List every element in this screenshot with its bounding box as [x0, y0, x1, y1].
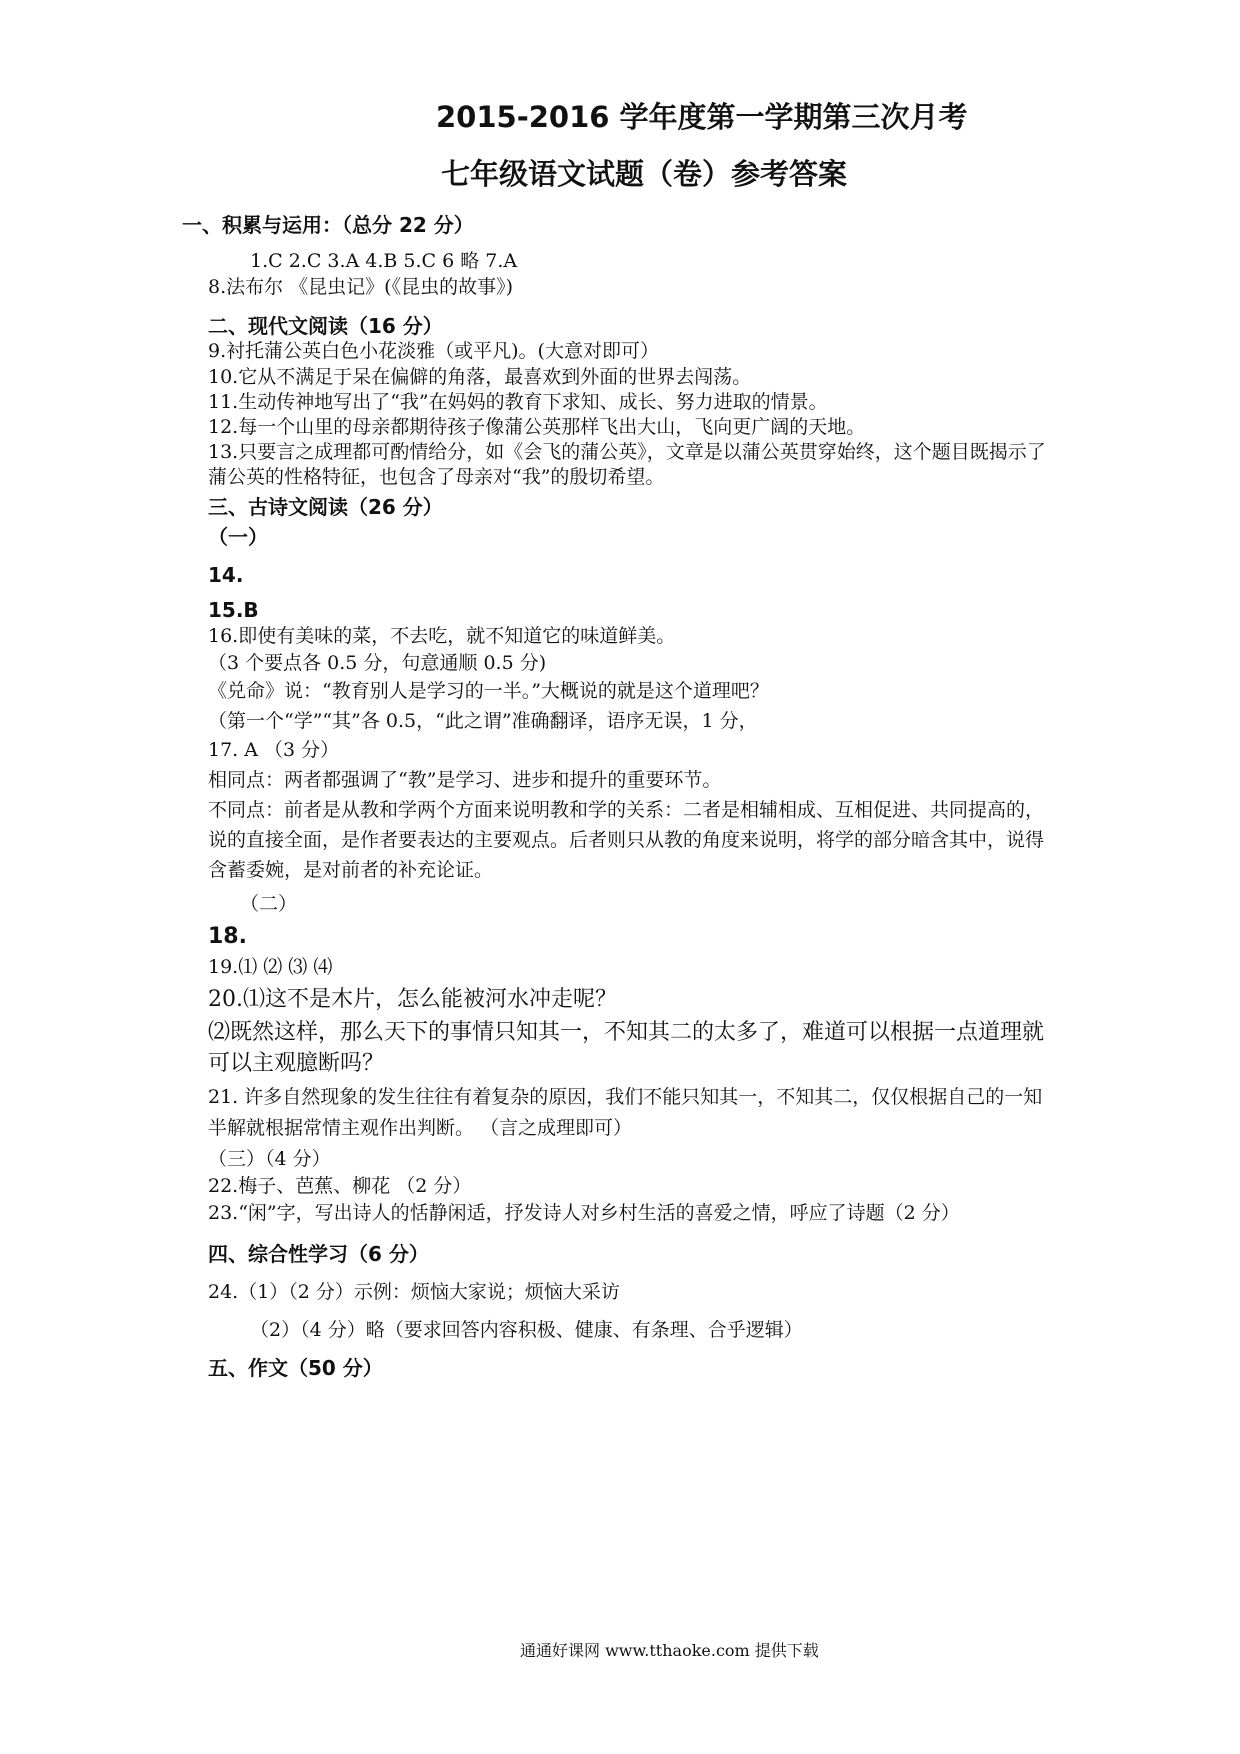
answer-24-line-1: 24.（1）（2 分）示例：烦恼大家说；烦恼大采访	[208, 1281, 620, 1303]
answer-13-line-1: 13.只要言之成理都可酌情给分，如《会飞的蒲公英》，文章是以蒲公英贯穿始终，这个题目既揭示了	[208, 441, 1046, 463]
answer-20-line-1: 20.⑴这不是木片，怎么能被河水冲走呢？	[208, 987, 617, 1012]
answer-18: 18.	[208, 924, 247, 949]
answer-21-line-2: 半解就根据常情主观作出判断。 （言之成理即可）	[208, 1117, 633, 1139]
section-1-heading: 一、积累与运用：（总分 22 分）	[182, 213, 474, 237]
section-4-heading: 四、综合性学习（6 分）	[208, 1242, 429, 1266]
title-line-2: 七年级语文试题（卷）参考答案	[441, 157, 848, 191]
answer-17: 17. A （3 分）	[208, 739, 340, 761]
footer-source: 通通好课网 www.tthaoke.com 提供下载	[520, 1641, 819, 1660]
answer-23: 23.“闲”字，写出诗人的恬静闲适，抒发诗人对乡村生活的喜爱之情，呼应了诗题（2 分）	[208, 1202, 960, 1224]
answer-15: 15.B	[208, 598, 259, 622]
section-3-part-1: （一）	[208, 525, 268, 549]
title-line-1: 2015-2016 学年度第一学期第三次月考	[436, 100, 968, 134]
answer-17-diff-line-1: 不同点：前者是从教和学两个方面来说明教和学的关系：二者是相辅相成、互相促进、共同提高的，	[208, 799, 1045, 821]
answer-16-note-1: （3 个要点各 0.5 分，句意通顺 0.5 分)	[208, 652, 547, 674]
answer-13-line-2: 蒲公英的性格特征，也包含了母亲对“我”的殷切希望。	[208, 466, 665, 488]
answer-17-same: 相同点：两者都强调了“教”是学习、进步和提升的重要环节。	[208, 769, 722, 791]
section-3-part-2: （二）	[240, 893, 298, 915]
answer-24-line-2: （2）（4 分）略（要求回答内容积极、健康、有条理、合乎逻辑）	[250, 1319, 803, 1341]
answer-21-line-1: 21. 许多自然现象的发生往往有着复杂的原因，我们不能只知其一，不知其二，仅仅根据自己的一知	[208, 1086, 1043, 1108]
answer-9: 9.衬托蒲公英白色小花淡雅（或平凡)。(大意对即可）	[208, 340, 659, 362]
answer-22: 22.梅子、芭蕉、柳花 （2 分）	[208, 1175, 472, 1197]
answer-20-line-2: ⑵既然这样，那么天下的事情只知其一，不知其二的太多了，难道可以根据一点道理就	[208, 1020, 1045, 1045]
section-1-answers-line-1: 1.C 2.C 3.A 4.B 5.C 6 略 7.A	[250, 250, 518, 272]
answer-20-line-3: 可以主观臆断吗？	[208, 1051, 385, 1076]
section-2-heading: 二、现代文阅读（16 分）	[208, 314, 443, 338]
answer-11: 11.生动传神地写出了“我”在妈妈的教育下求知、成长、努力进取的情景。	[208, 391, 828, 413]
answer-17-diff-line-3: 含蓄委婉，是对前者的补充论证。	[208, 859, 494, 881]
section-3-heading: 三、古诗文阅读（26 分）	[208, 495, 443, 519]
section-5-heading: 五、作文（50 分）	[208, 1356, 383, 1380]
answer-17-diff-line-2: 说的直接全面，是作者要表达的主要观点。后者则只从教的角度来说明，将学的部分暗含其中，说得	[208, 829, 1045, 851]
answer-19: 19.⑴ ⑵ ⑶ ⑷	[208, 956, 333, 978]
answer-16: 16.即使有美味的菜，不去吃，就不知道它的味道鲜美。	[208, 625, 676, 647]
answer-16-line-2: 《兑命》说：“教育别人是学习的一半。”大概说的就是这个道理吧？	[208, 680, 769, 702]
answer-12: 12.每一个山里的母亲都期待孩子像蒲公英那样飞出大山，飞向更广阔的天地。	[208, 416, 866, 438]
answer-16-note-2: （第一个“学”“其”各 0.5，“此之谓”准确翻译，语序无误，1 分，	[208, 710, 758, 732]
answer-14: 14.	[208, 563, 244, 587]
section-3-part-3: （三）（4 分）	[208, 1148, 331, 1170]
answer-10: 10.它从不满足于呆在偏僻的角落，最喜欢到外面的世界去闯荡。	[208, 366, 752, 388]
section-1-answers-line-2: 8.法布尔 《昆虫记》(《昆虫的故事》)	[208, 276, 513, 298]
